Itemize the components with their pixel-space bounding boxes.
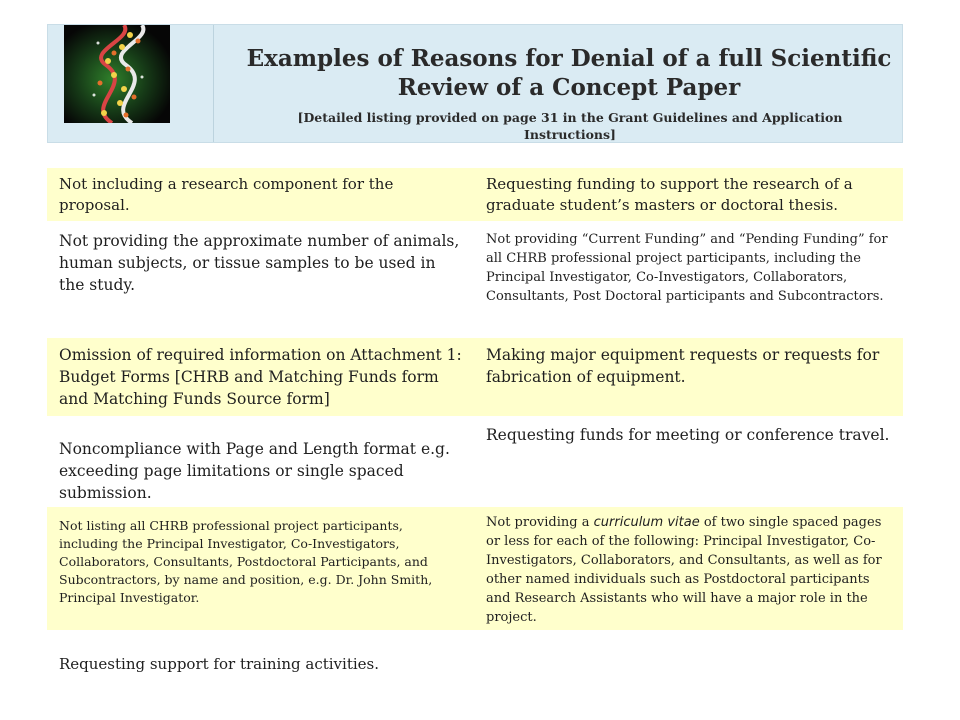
reason-cell-equipment-requests: Making major equipment requests or requests for fabrication of equipment.	[474, 338, 903, 416]
reason-cell-graduate-thesis: Requesting funding to support the research of a graduate student’s masters or doctoral thesis.	[474, 168, 903, 221]
reason-cell-format-noncompliance: Noncompliance with Page and Length format e.g. exceeding page limitations or single spaced submission.	[59, 440, 450, 502]
cv-text-suffix: of two single spaced pages or less for each of the following: Principal Investigator, Co-Investigators, Collaborators, and Consultants, as well as for other named individuals such as Postdoctoral participants and Research Assistants who will have a major role in the project.	[486, 515, 882, 625]
dna-helix-image	[64, 25, 170, 123]
cv-text-italic: curriculum vitae	[593, 515, 700, 530]
reason-cell-training-activities: Requesting support for training activities.	[59, 655, 379, 673]
page-title: Examples of Reasons for Denial of a full Scientific Review of a Concept Paper	[246, 45, 892, 101]
page-subtitle: [Detailed listing provided on page 31 in the Grant Guidelines and Application Instructions]	[297, 110, 843, 142]
reason-cell-curriculum-vitae	[474, 507, 903, 630]
reason-cell-subject-count: Not providing the approximate number of animals, human subjects, or tissue samples to be used in the study.	[59, 232, 460, 294]
reason-cell-participant-listing: Not listing all CHRB professional project participants, including the Principal Investigator, Co-Investigators, Collaborators, Consultants, Postdoctoral Participants, and Subcontractors, by name and position, e.g. Dr. John Smith, Principal Investigator.	[47, 507, 474, 630]
cv-text-prefix: Not providing a	[486, 515, 594, 530]
title-banner	[47, 24, 903, 143]
reason-cell-current-funding: Not providing “Current Funding” and “Pending Funding” for all CHRB professional project participants, including the Principal Investigator, Co-Investigators, Collaborators, Consultants, Post Doctoral participants and Subcontractors.	[486, 232, 888, 304]
reason-cell-budget-forms: Omission of required information on Attachment 1: Budget Forms [CHRB and Matching Funds form and Matching Funds Source form]	[47, 338, 474, 416]
reason-cell-travel-funds: Requesting funds for meeting or conference travel.	[486, 426, 890, 444]
reason-cell-research-component: Not including a research component for the proposal.	[47, 168, 474, 221]
header-divider	[213, 25, 214, 142]
